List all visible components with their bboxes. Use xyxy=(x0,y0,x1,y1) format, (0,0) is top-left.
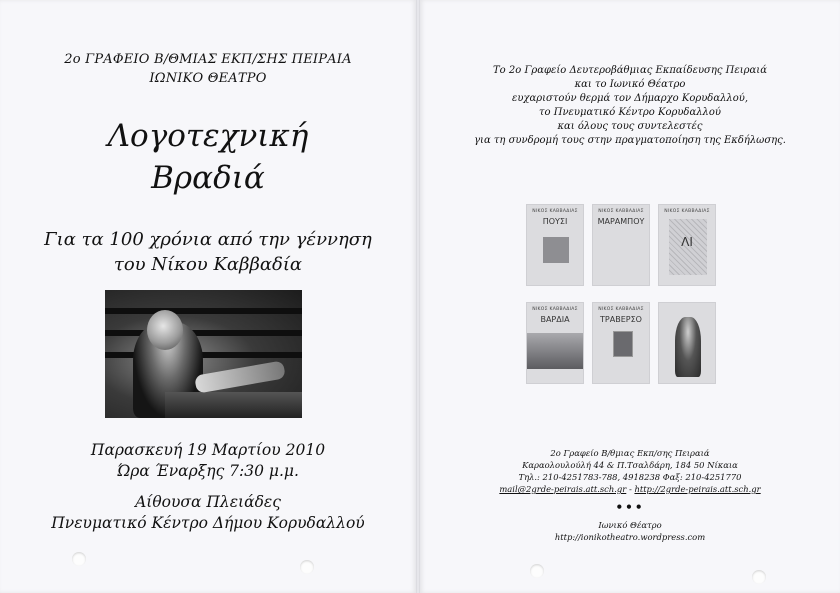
office-links xyxy=(420,484,840,495)
separator-dots: ••• xyxy=(615,500,645,514)
email-link[interactable]: mail@2grde-peirais.att.sch.gr xyxy=(499,484,627,494)
event-subtitle-line1: Για τα 100 χρόνια από την γέννηση xyxy=(44,229,372,250)
link-separator: - xyxy=(626,484,635,494)
kavvadias-photo xyxy=(105,290,302,418)
thanks-line: Το 2ο Γραφείο Δευτεροβάθμιας Εκπαίδευσης Πειραιά xyxy=(493,65,767,76)
office-phone: Τηλ.: 210-4251783-788, 4918238 Φαξ: 210-4251770 xyxy=(518,472,742,482)
header-office: 2ο ΓΡΑΦΕΙΟ Β/ΘΜΙΑΣ ΕΚΠ/ΣΗΣ ΠΕΙΡΑΙΑ xyxy=(64,52,352,67)
punch-hole xyxy=(72,552,86,566)
book-cover-poiisi: ΝΙΚΟΣ ΚΑΒΒΑΔΙΑΣ ΠΟΥΣΙ xyxy=(526,204,584,286)
theatre-name: Ιωνικό Θέατρο xyxy=(598,520,662,530)
book-cover-traverso: ΝΙΚΟΣ ΚΑΒΒΑΔΙΑΣ ΤΡΑΒΕΡΣΟ xyxy=(592,302,650,384)
left-page xyxy=(0,0,416,593)
venue-hall: Αίθουσα Πλειάδες xyxy=(135,493,281,511)
header-theatre: ΙΩΝΙΚΟ ΘΕΑΤΡΟ xyxy=(149,71,267,86)
event-date: Παρασκευή 19 Μαρτίου 2010 xyxy=(90,441,326,459)
punch-hole xyxy=(530,564,544,578)
book-cover-vardia: ΝΙΚΟΣ ΚΑΒΒΑΔΙΑΣ ΒΑΡΔΙΑ xyxy=(526,302,584,384)
book-cover-photo xyxy=(658,302,716,384)
event-subtitle-line2: του Νίκου Καββαδία xyxy=(113,254,303,275)
event-title-line1: Λογοτεχνική xyxy=(107,118,309,154)
right-page xyxy=(420,0,840,593)
event-title-line2: Βραδιά xyxy=(151,160,265,196)
thanks-line: και όλους τους συντελεστές xyxy=(557,121,703,132)
thanks-line: για τη συνδρομή τους στην πραγματοποίηση της Εκδήλωσης. xyxy=(474,135,786,146)
theatre-url[interactable]: http://ionikotheatro.wordpress.com xyxy=(554,532,706,542)
office-address: Καραολουλούλή 44 & Π.Τσαλδάρη, 184 50 Νίκαια xyxy=(522,460,738,470)
website-link[interactable]: http://2grde-peirais.att.sch.gr xyxy=(634,484,761,494)
book-cover-li: ΝΙΚΟΣ ΚΑΒΒΑΔΙΑΣ ΛΙ xyxy=(658,204,716,286)
book-cover-marampou: ΝΙΚΟΣ ΚΑΒΒΑΔΙΑΣ ΜΑΡΑΜΠΟΥ xyxy=(592,204,650,286)
thanks-line: το Πνευματικό Κέντρο Κορυδαλλού xyxy=(539,107,721,118)
venue-building: Πνευματικό Κέντρο Δήμου Κορυδαλλού xyxy=(51,514,365,532)
office-name: 2ο Γραφείο Β/θμιας Εκπ/σης Πειραιά xyxy=(550,448,710,458)
event-time: Ώρα Έναρξης 7:30 μ.μ. xyxy=(117,462,299,480)
punch-hole xyxy=(752,570,766,584)
punch-hole xyxy=(300,560,314,574)
thanks-line: ευχαριστούν θερμά τον Δήμαρχο Κορυδαλλού, xyxy=(511,93,749,104)
thanks-line: και το Ιωνικό Θέατρο xyxy=(574,79,686,90)
